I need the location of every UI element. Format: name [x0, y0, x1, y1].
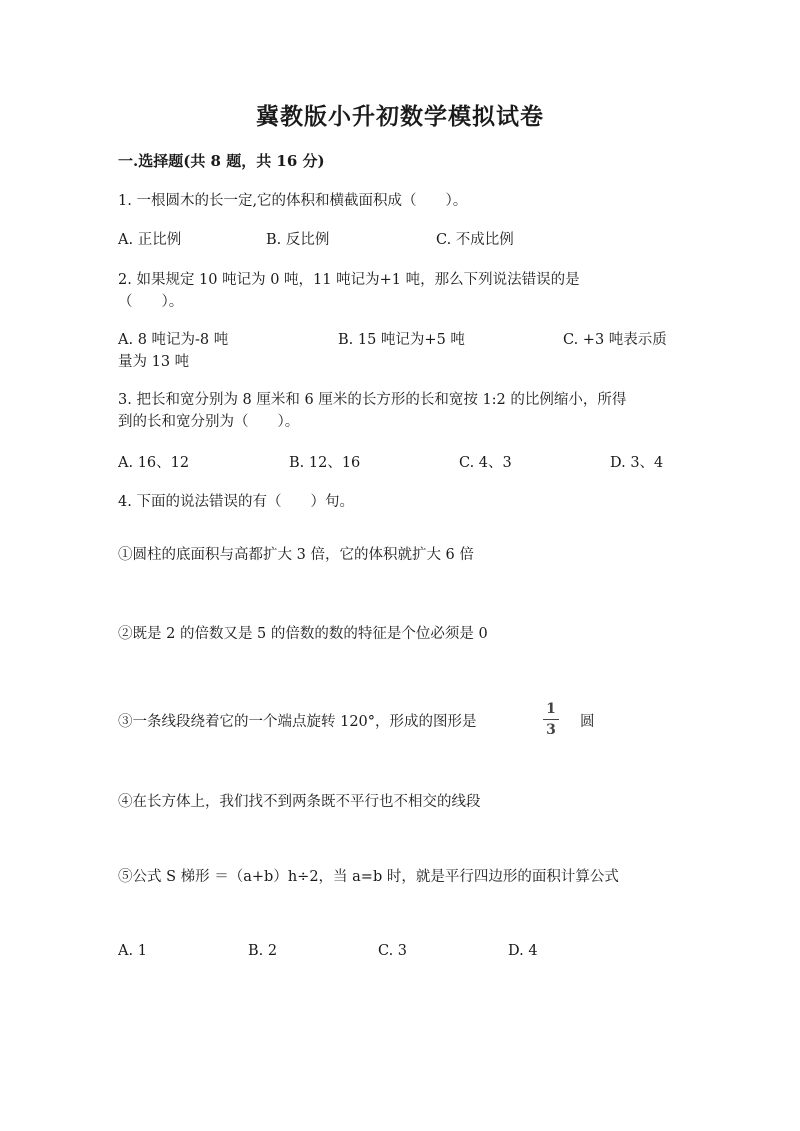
page-title: 冀教版小升初数学模拟试卷	[256, 103, 544, 130]
q4-statement-3-end: 圆	[580, 714, 595, 730]
q3-option-b: B. 12、16	[289, 455, 361, 471]
question-4-stem: 4. 下面的说法错误的有（ ）句。	[118, 494, 354, 510]
q2-option-a: A. 8 吨记为-8 吨	[118, 332, 229, 348]
q1-option-b: B. 反比例	[266, 232, 330, 248]
q4-statement-1: ①圆柱的底面积与高都扩大 3 倍，它的体积就扩大 6 倍	[118, 547, 474, 563]
question-3-stem-line2: 到的长和宽分别为（ ）。	[118, 414, 300, 430]
q4-option-d: D. 4	[508, 943, 538, 959]
question-2-stem-line1: 2. 如果规定 10 吨记为 0 吨，11 吨记为+1 吨，那么下列说法错误的是	[118, 272, 580, 288]
q2-option-b: B. 15 吨记为+5 吨	[338, 332, 465, 348]
q4-option-c: C. 3	[378, 943, 408, 959]
q3-option-d: D. 3、4	[610, 455, 664, 471]
section-heading: 一.选择题(共 8 题，共 16 分)	[118, 152, 325, 170]
question-3-stem-line1: 3. 把长和宽分别为 8 厘米和 6 厘米的长方形的长和宽按 1:2 的比例缩小，所得	[118, 392, 627, 408]
fraction-denominator: 3	[546, 722, 556, 738]
q1-option-a: A. 正比例	[118, 232, 182, 248]
question-2-stem-line2: （ ）。	[118, 294, 184, 310]
q4-statement-3: ③一条线段绕着它的一个端点旋转 120°，形成的图形是	[118, 714, 477, 730]
question-1-stem: 1. 一根圆木的长一定,它的体积和横截面积成（ ）。	[118, 193, 468, 209]
q4-option-b: B. 2	[248, 943, 278, 959]
q4-statement-5: ⑤公式 S 梯形 ＝（a+b）h÷2，当 a=b 时，就是平行四边形的面积计算公式	[118, 869, 619, 885]
q3-option-a: A. 16、12	[118, 455, 190, 471]
q3-option-c: C. 4、3	[459, 455, 512, 471]
q4-statement-2: ②既是 2 的倍数又是 5 的倍数的数的特征是个位必须是 0	[118, 626, 488, 642]
fraction-bar	[543, 719, 559, 720]
q4-option-a: A. 1	[118, 943, 147, 959]
q2-option-c: C. +3 吨表示质	[563, 332, 667, 348]
q4-statement-4: ④在长方体上，我们找不到两条既不平行也不相交的线段	[118, 794, 481, 810]
q2-option-c-continued: 量为 13 吨	[118, 354, 190, 370]
fraction-one-third	[540, 700, 562, 739]
fraction-numerator: 1	[546, 701, 556, 717]
q1-option-c: C. 不成比例	[436, 232, 514, 248]
